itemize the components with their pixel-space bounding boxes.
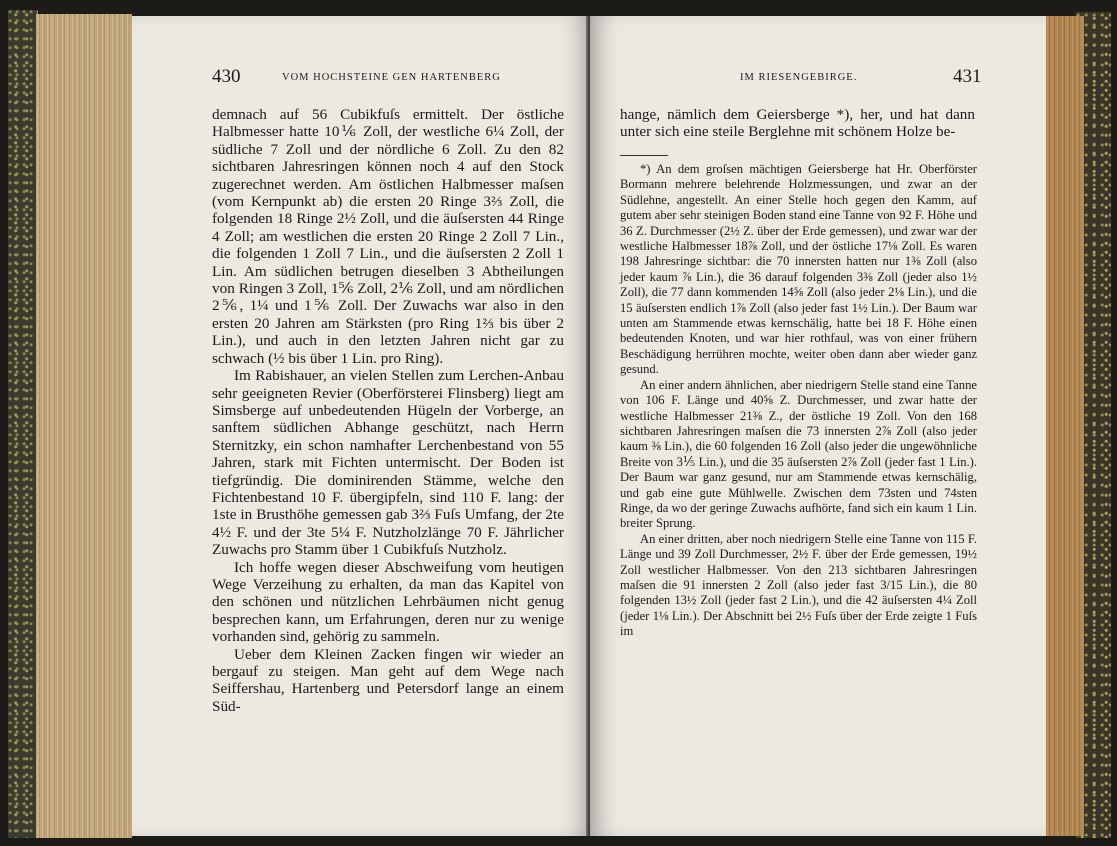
right-page — [590, 16, 1046, 836]
running-header-left: VOM HOCHSTEINE GEN HARTENBERG — [282, 72, 501, 83]
footnote-paragraph: An einer andern ähnlichen, aber niedrigern Stelle stand eine Tanne von 106 F. Länge und 40⅝ Z. Durchmesser, und zwar hatte der westliche Halbmesser 21⅜ Z., der östliche 19 Zoll. Von den 168 sichtbaren Jahresringen maſsen die 73 innersten 2⅞ Zoll (also jeder kaum ⅜ Lin.), die 60 folgenden 16 Zoll (also jeder die ungewöhnliche Breite von 3⅕ Lin.), und die 35 äuſsersten 2⅞ Zoll (jeder fast 1 Lin.). Der Baum war ganz gesund, nur am Stammende etwas kernschälig, und gab eine gute Mühlwelle. Zwischen dem 73sten und 74sten Ringe, da wo der geringe Zuwachs aufhörte, fand sich ein kaum 1 Lin. breiter Sprung. — [620, 377, 977, 531]
paragraph: Im Rabishauer, an vielen Stellen zum Lerchen-Anbau sehr geeigneten Revier (Oberförsterei Flinsberg) liegt am Simsberge auf unbedeutenden Hügeln der Vorberge, an sanftem südlichen Abhange geschützt, nach Herrn Sternitzky, ein schon namhafter Lerchenbestand von 55 Jahren, stark mit Fichten untermischt. Der Boden ist tiefgründig. Die dominirenden Stämme, welche den Fichtenbestand 10 F. übergipfeln, sind 110 F. lang: der 1ste in Brusthöhe gemessen gab 3⅔ Fuſs Umfang, der 2te 4½ F. und der 3te 5¼ F. Nutzholzlänge 70 F. Jährlicher Zuwachs pro Stamm über 1 Cubikfuſs Nutzholz. — [212, 367, 564, 559]
footnote-paragraph: *) An dem groſsen mächtigen Geiersberge hat Hr. Oberförster Bormann mehrere belehrende Holzmessungen, und zwar an der Südlehne, angestellt. An einer Stelle hoch gegen den Kamm, auf gutem aber sehr steinigen Boden stand eine Tanne von 92 F. Höhe und 36 Z. Durchmesser (2½ Z. über der Erde gemessen), und zwar war der westliche Halbmesser 18⅞ Zoll, und der östliche 17⅛ Zoll. Es waren 198 Jahresringe sichtbar: die 70 innersten hatten nur 1⅜ Zoll (also jeder kaum ⅞ Lin.), die 36 darauf folgenden 3⅜ Zoll (jeder also 1½ Zoll), die 77 dann kommenden 14⅝ Zoll (also jeder 2⅛ Lin.), und die 15 äuſsersten endlich 1⅞ Zoll (also jeder fast 1½ Lin.). Der Baum war unten am Stammende etwas kernschälig, hatte bei 18 F. Höhe einen bedeutenden Knoten, und war hier rothfaul, was von einer frühern Beschädigung herrühren mochte, weiter oben dann aber wieder ganz gesund. — [620, 162, 977, 377]
paragraph: demnach auf 56 Cubikfuſs ermittelt. Der östliche Halbmesser hatte 10⅙ Zoll, der westliche 6¼ Zoll, der südliche 7 Zoll und der nördliche 6 Zoll. Zu den 82 sichtbaren Jahresringen können noch 4 auf den Stock zugerechnet werden. Am östlichen Halbmesser maſsen (vom Kernpunkt ab) die ersten 20 Ringe 3⅔ Zoll, die folgenden 18 Ringe 2½ Zoll, und die äuſsersten 44 Ringe 4 Zoll; am westlichen die ersten 20 Ringe 2 Zoll 7 Lin., die folgenden 1 Zoll 7 Lin., und die äuſsersten 2 Zoll 1 Lin. Am südlichen betrugen dieselben 3 Abtheilungen von Ringen 3 Zoll, 1⅚ Zoll, 2⅙ Zoll, und am nördlichen 2⅚, 1¼ und 1⅚ Zoll. Der Zuwachs war also in den ersten 20 Jahren am Stärksten (pro Ring 1⅔ bis über 2 Lin.), und auch in den letzten Jahren nicht gar zu schwach (½ bis über 1 Lin. pro Ring). — [212, 106, 564, 367]
right-body-text — [620, 106, 975, 141]
book-cover-left — [8, 10, 38, 838]
page-edges-right — [1046, 16, 1084, 836]
paragraph: Ueber dem Kleinen Zacken fingen wir wieder an bergauf zu steigen. Man geht auf dem Wege nach Seiffershau, Hartenberg und Petersdorf lange an einem Süd- — [212, 645, 564, 715]
running-header-right: IM RIESENGEBIRGE. — [740, 72, 858, 83]
footnote-paragraph: An einer dritten, aber noch niedrigern Stelle eine Tanne von 115 F. Länge und 39 Zoll Durchmesser, 2½ F. über der Erde gemessen, 19½ Zoll westlicher Halbmesser. Von den 213 sichtbaren Jahresringen maſsen die 91 innersten 2 Zoll (also jeder fast 3/15 Lin.), die 80 folgenden 13½ Zoll (jeder fast 2 Lin.), und die 42 äuſsersten 4¼ Zoll (jeder 1⅛ Lin.). Der Abschnitt bei 2½ Fuſs über der Erde zeigte 1 Fuſs im — [620, 531, 977, 639]
page-number-right: 431 — [953, 66, 982, 87]
footnote — [620, 162, 977, 640]
paragraph: hange, nämlich dem Geiersberge *), her, und hat dann unter sich eine steile Berglehne mit schönem Holze be- — [620, 106, 975, 141]
paragraph: Ich hoffe wegen dieser Abschweifung vom heutigen Wege Verzeihung zu erhalten, da man das Kapitel von den schönen und nützlichen Lehrbäumen nicht genug besprechen kann, um Erfahrungen, deren nur zu wenige vorhanden sind, gehörig zu sammeln. — [212, 558, 564, 646]
footnote-rule — [620, 155, 668, 156]
page-edges-left — [36, 14, 132, 838]
left-body-text — [212, 106, 564, 715]
page-number-left: 430 — [212, 66, 241, 87]
left-page — [132, 16, 590, 836]
